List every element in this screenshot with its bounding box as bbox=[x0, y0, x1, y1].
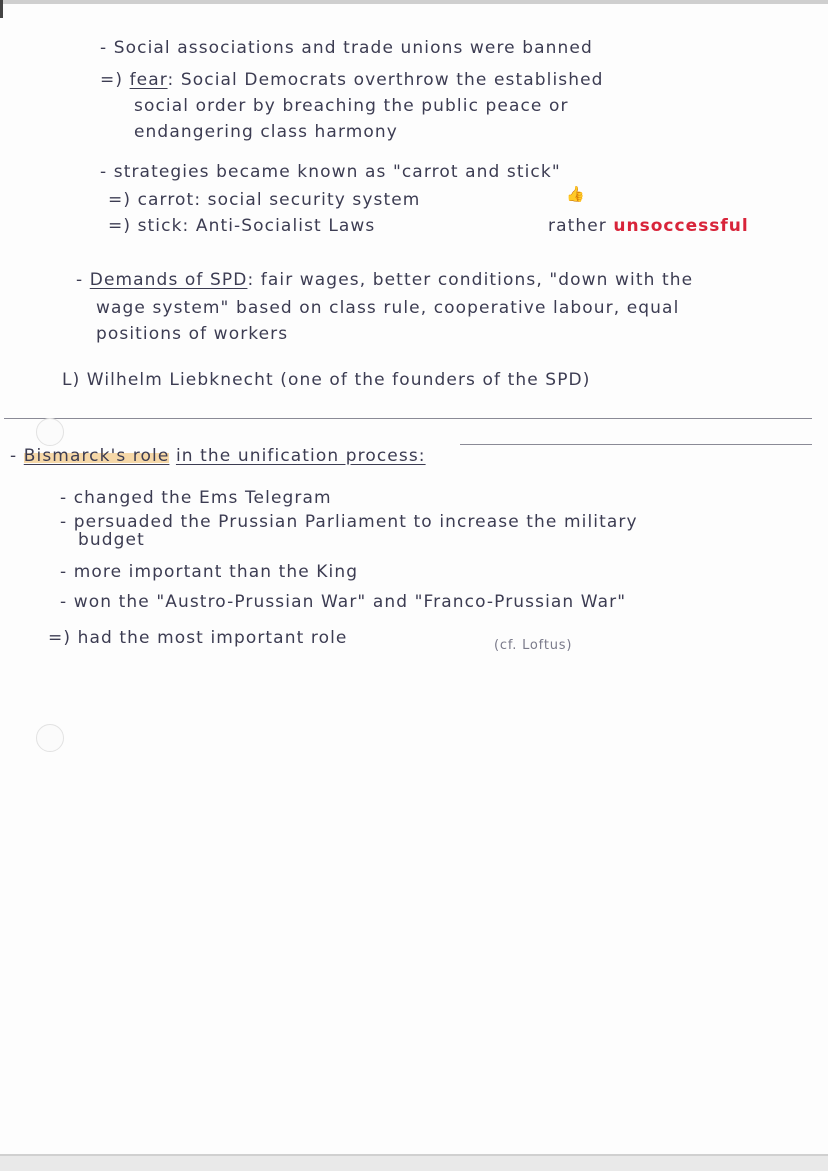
bismarck-heading-rest: in the unification process: bbox=[175, 446, 426, 466]
section-divider bbox=[4, 418, 812, 419]
note-line-budget: budget bbox=[78, 530, 145, 550]
scan-top-edge bbox=[0, 0, 828, 4]
punch-hole-top bbox=[36, 418, 64, 446]
note-line-strategies: - strategies became known as "carrot and stick" bbox=[100, 162, 561, 182]
note-line-liebknecht: L) Wilhelm Liebknecht (one of the founders of the SPD) bbox=[62, 370, 591, 390]
citation-note: (cf. Loftus) bbox=[494, 638, 573, 653]
note-line-fear bbox=[100, 70, 604, 90]
rather-label: rather bbox=[548, 216, 607, 236]
note-line-prussian-parliament: - persuaded the Prussian Parliament to increase the military bbox=[60, 512, 638, 532]
section-divider-secondary bbox=[460, 444, 812, 445]
note-line-positions: positions of workers bbox=[96, 324, 289, 344]
note-line-social-associations: - Social associations and trade unions were banned bbox=[100, 38, 593, 58]
note-line-social-order: social order by breaching the public peace or bbox=[134, 96, 569, 116]
note-line-wars: - won the "Austro-Prussian War" and "Franco-Prussian War" bbox=[60, 592, 627, 612]
demands-prefix: - bbox=[76, 270, 90, 290]
scan-bottom-strip bbox=[0, 1156, 828, 1171]
bismarck-heading bbox=[10, 446, 426, 466]
note-rather-unsuccessful bbox=[548, 216, 749, 236]
unsuccessful-label: unsoccessful bbox=[613, 216, 749, 236]
fear-keyword: fear bbox=[129, 70, 168, 90]
note-line-king: - more important than the King bbox=[60, 562, 359, 582]
note-line-wage-system: wage system" based on class rule, cooperative labour, equal bbox=[96, 298, 680, 318]
thumbs-up-icon: 👍 bbox=[566, 185, 586, 203]
note-line-carrot: =) carrot: social security system bbox=[108, 190, 421, 210]
demands-text: : fair wages, better conditions, "down with the bbox=[247, 270, 694, 290]
note-line-demands bbox=[76, 270, 693, 290]
note-line-ems-telegram: - changed the Ems Telegram bbox=[60, 488, 332, 508]
note-line-conclusion: =) had the most important role bbox=[48, 628, 348, 648]
note-line-class-harmony: endangering class harmony bbox=[134, 122, 398, 142]
bismarck-prefix: - bbox=[10, 446, 24, 466]
fear-prefix: =) bbox=[100, 70, 130, 90]
scan-left-mark bbox=[0, 0, 3, 18]
demands-heading: Demands of SPD bbox=[89, 270, 248, 290]
fear-text: : Social Democrats overthrow the established bbox=[167, 70, 604, 90]
punch-hole-bottom bbox=[36, 724, 64, 752]
note-line-stick: =) stick: Anti-Socialist Laws bbox=[108, 216, 376, 236]
bismarck-heading-highlight: Bismarck's role bbox=[23, 446, 170, 466]
